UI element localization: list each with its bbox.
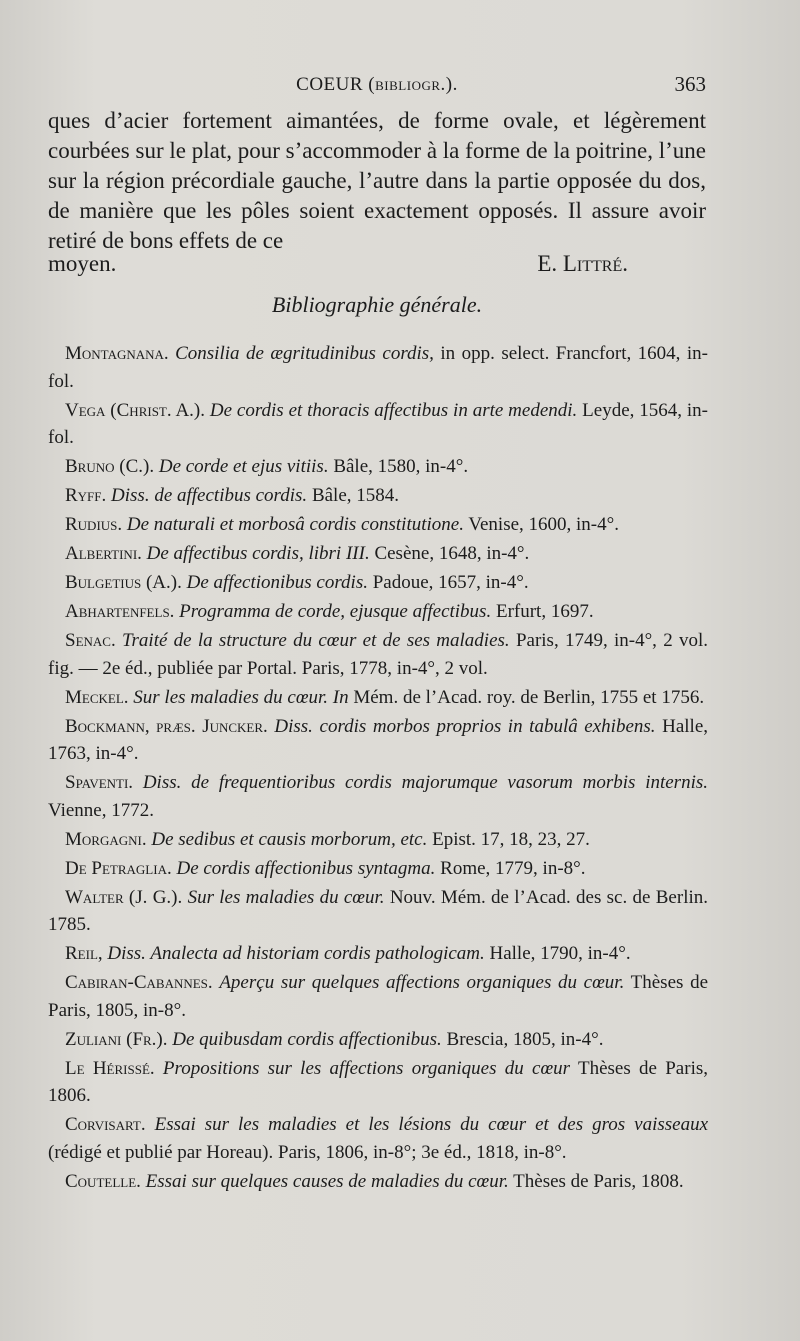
entry-publication: Halle, 1763, in-4°. (48, 715, 709, 764)
running-head (48, 72, 706, 102)
bibliography-entry (48, 627, 708, 682)
bibliography-entry (48, 1168, 708, 1196)
bibliography-entry (48, 826, 708, 854)
entry-author: De Petraglia. (65, 857, 172, 879)
entry-author: Spaventi. (65, 772, 134, 793)
entry-publication: Padoue, 1657, in-4°. (367, 572, 529, 593)
entry-publication: Venise, 1600, in-4°. (463, 514, 619, 535)
entry-publication: Nouv. Mém. de l’Acad. des sc. de Berlin. 1785. (48, 886, 708, 935)
bibliography-entry (48, 1026, 708, 1054)
entry-title: Propositions sur les affections organiques du cœur (162, 1057, 571, 1079)
bibliography-entry (48, 1111, 708, 1166)
entry-publication: in opp. select. Francfort, 1604, in-fol. (48, 343, 708, 392)
bibliography-entry (48, 340, 708, 395)
bibliography-entry (48, 884, 708, 939)
entry-title: Traité de la structure du cœur et de ses maladies. (122, 630, 510, 651)
entry-title: Diss. Analecta ad historiam cordis pathologicam. (107, 943, 485, 964)
bibliography-entry (48, 769, 708, 824)
entry-title: De corde et ejus vitiis. (158, 456, 329, 477)
entry-author: Bruno (C.). (65, 456, 155, 477)
entry-author: Meckel. (65, 686, 129, 708)
entry-author: Albertini. (65, 543, 142, 564)
entry-publication: Mém. de l’Acad. roy. de Berlin, 1755 et 1756. (348, 686, 705, 708)
bibliography-entry (48, 569, 708, 597)
entry-author: Montagnana. (65, 343, 169, 364)
bibliography-entry (48, 684, 708, 712)
section-title: Bibliographie générale. (271, 292, 483, 317)
entry-title: De sedibus et causis morborum, etc. (151, 828, 428, 850)
entry-title: Aperçu sur quelques affections organiques du cœur. (219, 972, 625, 993)
entry-author: Ryff. (65, 485, 107, 506)
entry-author: Zuliani (Fr.). (65, 1028, 168, 1050)
signature-line (48, 251, 628, 281)
entry-title: De cordis affectionibus syntagma. (176, 857, 436, 879)
entry-title: Diss. de frequentioribus cordis majorumque vasorum morbis internis. (142, 772, 708, 793)
entry-publication: Epist. 17, 18, 23, 27. (427, 828, 590, 850)
entry-author: Bockmann, præs. Juncker. (65, 715, 268, 737)
entry-title: De affectionibus cordis. (186, 572, 368, 593)
intro-paragraph (48, 106, 706, 256)
entry-author: Walter (J. G.). (65, 886, 183, 908)
entry-title: De affectibus cordis, libri III. (146, 543, 370, 564)
entry-publication: Paris, 1749, in-4°, 2 vol. fig. — 2e éd., publiée par Portal. Paris, 1778, in-4°, 2 vol. (48, 630, 709, 679)
bibliography-entry (48, 969, 708, 1024)
bibliography-entry (48, 540, 708, 568)
entry-title: Diss. de affectibus cordis. (111, 485, 308, 506)
bibliography-entry (48, 511, 708, 539)
bibliography-entry (48, 482, 708, 510)
entry-publication: Bâle, 1584. (307, 485, 400, 506)
entry-title: De naturali et morbosâ cordis constitutione. (126, 514, 464, 535)
running-title-sub: (bibliogr.). (368, 74, 458, 95)
bibliography-entry (48, 940, 708, 968)
author-signature: E. Littré. (537, 251, 628, 276)
entry-publication: Leyde, 1564, in-fol. (48, 399, 709, 448)
page-number: 363 (674, 72, 706, 96)
bibliography-entry (48, 453, 708, 481)
entry-title: Consilia de ægritudinibus cordis, (175, 343, 434, 364)
entry-publication: Erfurt, 1697. (491, 601, 594, 622)
intro-last-word: moyen. (48, 251, 117, 276)
bibliography-entry (48, 713, 708, 768)
entry-author: Reil, (65, 943, 103, 964)
entry-author: Cabiran-Cabannes. (65, 972, 213, 993)
entry-publication: Halle, 1790, in-4°. (484, 943, 631, 964)
entry-publication: Thèses de Paris, 1806. (48, 1057, 708, 1106)
entry-title: Programma de corde, ejusque affectibus. (179, 601, 492, 622)
running-title-main: COEUR (296, 74, 364, 95)
entry-publication: Thèses de Paris, 1805, in-8°. (48, 972, 709, 1021)
running-title (48, 74, 706, 96)
entry-title: De cordis et thoracis affectibus in arte medendi. (209, 399, 578, 421)
entry-author: Vega (Christ. A.). (65, 399, 205, 421)
entry-author: Bulgetius (A.). (65, 572, 182, 593)
entry-publication: Vienne, 1772. (48, 799, 154, 821)
bibliography-entry (48, 1055, 708, 1110)
entry-author: Coutelle. (65, 1170, 141, 1192)
entry-title: Sur les maladies du cœur. In (133, 686, 349, 708)
entry-publication: Thèses de Paris, 1808. (508, 1170, 684, 1192)
entry-publication: Bâle, 1580, in-4°. (328, 456, 469, 477)
entry-publication: Cesène, 1648, in-4°. (369, 543, 530, 564)
entry-author: Morgagni. (65, 828, 147, 850)
entry-title: De quibusdam cordis affectionibus. (172, 1028, 442, 1050)
entry-title: Essai sur quelques causes de maladies du cœur. (145, 1170, 509, 1192)
entry-author: Corvisart. (65, 1114, 146, 1135)
bibliography-entry (48, 855, 708, 883)
entry-publication: (rédigé et publié par Horeau). Paris, 1806, in-8°; 3e éd., 1818, in-8°. (48, 1141, 567, 1163)
entry-author: Le Hérissé. (65, 1057, 155, 1079)
bibliography-list (48, 340, 708, 1197)
entry-publication: Rome, 1779, in-8°. (435, 857, 586, 879)
bibliography-entry (48, 397, 708, 452)
entry-title: Sur les maladies du cœur. (187, 886, 385, 908)
entry-publication: Brescia, 1805, in-4°. (441, 1028, 604, 1050)
intro-text: ques d’acier fortement aimantées, de forme ovale, et légèrement courbées sur le plat, pour s’accommoder à la forme de la poitrine, l’une sur la région précordiale gauche, l’autre dans la partie opposée du dos, de manière que les pôles soient exactement opposés. Il assure avoir retiré de bons effets de ce (48, 108, 706, 253)
entry-author: Rudius. (65, 514, 123, 535)
entry-author: Senac. (65, 630, 116, 651)
entry-title: Essai sur les maladies et les lésions du cœur et des gros vaisseaux (154, 1114, 709, 1135)
bibliography-entry (48, 598, 708, 626)
entry-title: Diss. cordis morbos proprios in tabulâ exhibens. (274, 715, 656, 737)
entry-author: Abhartenfels. (65, 601, 175, 622)
